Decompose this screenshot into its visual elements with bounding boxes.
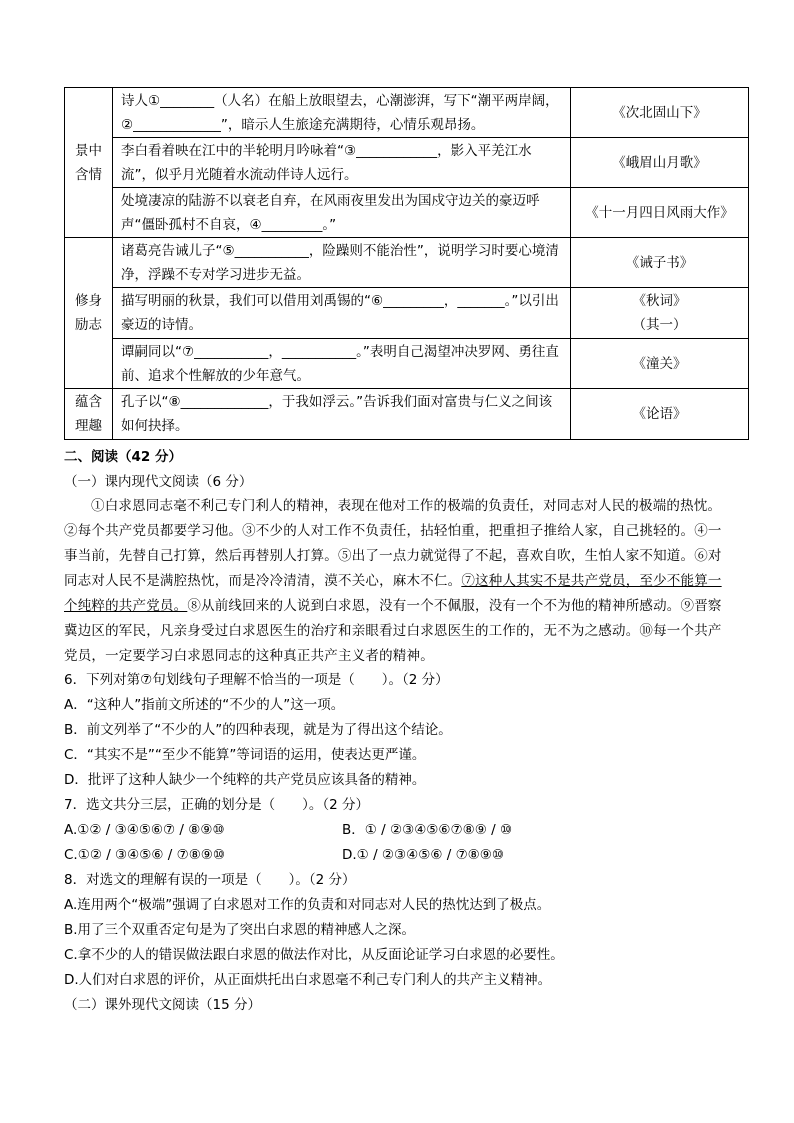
- source-cell: 《秋词》 （其一）: [571, 288, 749, 339]
- option: B．前文列举了“不少的人”的四种表现，就是为了得出这个结论。: [64, 722, 452, 738]
- question-cell: 处境凄凉的陆游不以衰老自弃，在风雨夜里发出为国戍守边关的豪迈呼声“僵卧孤村不自哀，④_________。”: [113, 188, 571, 238]
- question-cell: 诸葛亮告诫儿子“⑤___________，险躁则不能治性”，说明学习时要心境清净，浮躁不专对学习进步无益。: [113, 238, 571, 288]
- option: B．① / ②③④⑤⑥⑦⑧⑨ / ⑩: [342, 822, 513, 838]
- passage-text: ⑧从前线回来的人说到白求恩，没有一个不佩服，没有一个不为他的精神所感动。⑨晋察冀边区的军民，凡亲身受过白求恩医生的治疗和亲眼看过白求恩医生的工作的，无不为之感动。⑩每一个共产党员，一定要学习白求恩同志的这种真正共产主义者的精神。: [64, 598, 722, 664]
- option-row: [64, 843, 734, 868]
- subsection-title: （二）课外现代文阅读（15 分）: [64, 997, 261, 1013]
- underlined-sentence: ⑦这种人其实不是共产党员，至少不能算一个纯粹的共产党员。: [64, 573, 722, 614]
- option: C.拿不少的人的错误做法跟白求恩的做法作对比，从反面论证学习白求恩的必要性。: [64, 947, 564, 963]
- category-self: 修身 励志: [65, 238, 113, 389]
- category-reason: 蕴含 理趣: [65, 389, 113, 440]
- question-cell: 孔子以“⑧_____________，于我如浮云。”告诉我们面对富贵与仁义之间该如何抉择。: [113, 389, 571, 440]
- subsection-title: （一）课内现代文阅读（6 分）: [64, 474, 253, 490]
- source-cell: 《诫子书》: [571, 238, 749, 288]
- option: C.①② / ③④⑤⑥ / ⑦⑧⑨⑩: [64, 847, 226, 863]
- option: A.连用两个“极端”强调了白求恩对工作的负责和对同志对人民的热忱达到了极点。: [64, 897, 551, 913]
- poetry-fill-table: [64, 87, 749, 440]
- option: A.①② / ③④⑤⑥⑦ / ⑧⑨⑩: [64, 822, 225, 838]
- question-cell: 李白看着映在江中的半轮明月吟咏着“③____________，影入平羌江水流”，似乎月光随着水流动伴诗人远行。: [113, 138, 571, 188]
- source-cell: 《潼关》: [571, 339, 749, 389]
- option-row: [64, 818, 734, 843]
- section-title: 二、阅读（42 分）: [64, 449, 182, 465]
- category-scene: 景中 含情: [65, 88, 113, 238]
- reading-passage: [64, 494, 734, 669]
- question-stem: 8．对选文的理解有误的一项是（ ）。（2 分）: [64, 872, 356, 888]
- source-cell: 《论语》: [571, 389, 749, 440]
- source-cell: 《十一月四日风雨大作》: [571, 188, 749, 238]
- option: D.① / ②③④⑤⑥ / ⑦⑧⑨⑩: [342, 847, 504, 863]
- question-stem: 7．选文共分三层，正确的划分是（ ）。（2 分）: [64, 797, 369, 813]
- option: B.用了三个双重否定句是为了突出白求恩的精神感人之深。: [64, 922, 416, 938]
- option: D．批评了这种人缺少一个纯粹的共产党员应该具备的精神。: [64, 772, 426, 788]
- option: A．“这种人”指前文所述的“不少的人”这一项。: [64, 697, 345, 713]
- option: C．“其实不是”“至少不能算”等词语的运用，使表达更严谨。: [64, 747, 426, 763]
- questions: [64, 668, 734, 1018]
- question-cell: 谭嗣同以“⑦___________，___________。”表明自己渴望冲决罗网、勇往直前、追求个性解放的少年意气。: [113, 339, 571, 389]
- passage-text: ①白求恩同志毫不利己专门利人的精神，表现在他对工作的极端的负责任，对同志对人民的极端的热忱。②每个共产党员都要学习他。③不少的人对工作不负责任，拈轻怕重，把重担子推给人家，自己挑轻的。④一事当前，先替自己打算，然后再替别人打算。⑤出了一点力就觉得了不起，喜欢自吹，生怕人家不知道。⑥对同志对人民不是满腔热忱，而是冷冷清清，漠不关心，麻木不仁。: [64, 498, 722, 589]
- question-stem: 6．下列对第⑦句划线句子理解不恰当的一项是（ ）。（2 分）: [64, 672, 449, 688]
- question-cell: 诗人①________（人名）在船上放眼望去，心潮澎湃，写下“潮平两岸阔，②_____________”，暗示人生旅途充满期待，心情乐观昂扬。: [113, 88, 571, 138]
- question-cell: 描写明丽的秋景，我们可以借用刘禹锡的“⑥_________，_______。”以引出豪迈的诗情。: [113, 288, 571, 339]
- source-cell: 《峨眉山月歌》: [571, 138, 749, 188]
- option: D.人们对白求恩的评价，从正面烘托出白求恩毫不利己专门利人的共产主义精神。: [64, 972, 552, 988]
- source-cell: 《次北固山下》: [571, 88, 749, 138]
